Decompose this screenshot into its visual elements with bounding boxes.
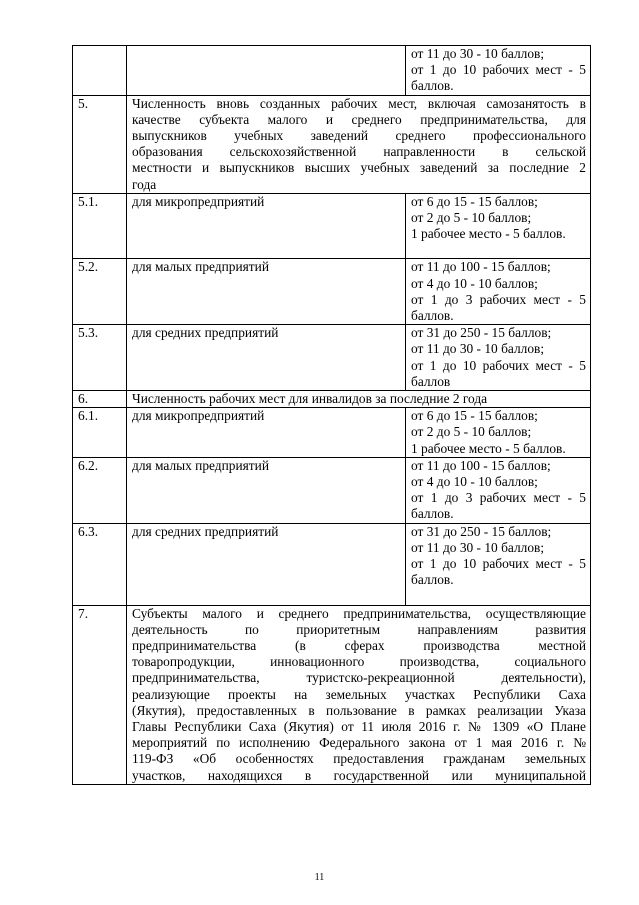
table-row (73, 408, 591, 458)
row-description (127, 46, 406, 96)
table-row (73, 523, 591, 605)
text-line: 119-ФЗ «Об особенностях предоставления гражданам земельных (132, 751, 586, 767)
text-line: Численность вновь созданных рабочих мест, включая самозанятость в (132, 95, 586, 111)
row-description: для средних предприятий (127, 523, 406, 605)
score-line: от 1 до 3 рабочих мест - 5 (411, 291, 586, 307)
text-line: образования сельскохозяйственной направленности в сельской (132, 144, 586, 160)
text-line: года (132, 176, 157, 192)
score-line: от 1 до 10 рабочих мест - 5 (411, 357, 586, 373)
text-line: Субъекты малого и среднего предпринимательства, осуществляющие (132, 605, 586, 621)
row-score (406, 408, 591, 458)
criteria-table (72, 45, 591, 785)
row-score (406, 193, 591, 259)
row-number: 5.2. (73, 259, 127, 325)
score-line: от 11 до 30 - 10 баллов; (411, 46, 545, 61)
score-line: от 6 до 15 - 15 баллов; (411, 408, 538, 424)
row-heading (127, 605, 591, 784)
row-description: для средних предприятий (127, 325, 406, 391)
score-line: от 11 до 100 - 15 баллов; (411, 259, 551, 275)
row-score (406, 46, 591, 96)
score-line: 1 рабочее место - 5 баллов. (411, 226, 566, 242)
text-line: предпринимательства (в сферах производства местной (132, 637, 586, 653)
text-line: Главы Республики Саха (Якутия) от 11 июля 2016 г. № 1309 «О Плане (132, 718, 586, 734)
score-line: от 31 до 250 - 15 баллов; (411, 523, 552, 539)
row-score (406, 259, 591, 325)
score-line: от 1 до 10 рабочих мест - 5 (411, 556, 586, 572)
table-row (73, 193, 591, 259)
score-line: 1 рабочее место - 5 баллов. (411, 440, 566, 456)
score-line: от 2 до 5 - 10 баллов; (411, 424, 532, 440)
score-line: баллов. (411, 506, 454, 522)
score-line: баллов (411, 373, 451, 389)
row-description: для малых предприятий (127, 457, 406, 523)
row-number: 6.3. (73, 523, 127, 605)
table-row (73, 457, 591, 523)
table-row (73, 605, 591, 784)
row-number (73, 46, 127, 96)
score-line: от 31 до 250 - 15 баллов; (411, 325, 552, 341)
text-line: реализующие проекты на земельных участках Республики Саха (132, 686, 586, 702)
table-row (73, 95, 591, 193)
score-line: от 1 до 3 рабочих мест - 5 (411, 490, 586, 506)
score-line: баллов. (411, 78, 454, 94)
text-line: мероприятий по исполнению Федерального закона от 1 мая 2016 г. № (132, 735, 586, 751)
text-line: качестве субъекта малого и среднего предпринимательства, для (132, 111, 586, 127)
text-line: участков, находящихся в государственной или муниципальной (132, 767, 586, 783)
row-number: 6.1. (73, 408, 127, 458)
text-line: деятельность по приоритетным направлениям развития (132, 621, 586, 637)
table-row (73, 325, 591, 391)
text-line: (Якутия), предоставленных в пользование в рамках реализации Указа (132, 702, 586, 718)
text-line: предпринимательства, туристско-рекреационной деятельности), (132, 670, 586, 686)
row-heading (127, 391, 591, 408)
table-row (73, 391, 591, 408)
score-line: от 4 до 10 - 10 баллов; (411, 275, 538, 291)
score-line: от 11 до 30 - 10 баллов; (411, 539, 545, 555)
score-line: баллов. (411, 308, 454, 324)
row-number: 5. (73, 95, 127, 193)
row-description: для малых предприятий (127, 259, 406, 325)
row-score (406, 325, 591, 391)
row-score (406, 457, 591, 523)
row-score (406, 523, 591, 605)
row-number: 6. (73, 391, 127, 408)
row-number: 5.3. (73, 325, 127, 391)
score-line: от 2 до 5 - 10 баллов; (411, 210, 532, 226)
page-number: 11 (314, 872, 325, 883)
row-number: 6.2. (73, 457, 127, 523)
score-line: от 6 до 15 - 15 баллов; (411, 193, 538, 209)
table-row (73, 46, 591, 96)
score-line: от 4 до 10 - 10 баллов; (411, 474, 538, 490)
score-line: от 11 до 100 - 15 баллов; (411, 457, 551, 473)
row-number: 7. (73, 605, 127, 784)
row-heading (127, 95, 591, 193)
score-line: от 11 до 30 - 10 баллов; (411, 341, 545, 357)
row-number: 5.1. (73, 193, 127, 259)
score-line: баллов. (411, 572, 454, 588)
row-description: для микропредприятий (127, 408, 406, 458)
score-line: от 1 до 10 рабочих мест - 5 (411, 62, 586, 78)
text-line: местности и выпускников высших учебных заведений за последние 2 (132, 160, 586, 176)
text-line: выпускников учебных заведений среднего профессионального (132, 128, 586, 144)
row-description: для микропредприятий (127, 193, 406, 259)
text-line: товаропродукции, инновационного производства, социального (132, 654, 586, 670)
text-line: Численность рабочих мест для инвалидов за последние 2 года (132, 391, 488, 407)
table-row (73, 259, 591, 325)
